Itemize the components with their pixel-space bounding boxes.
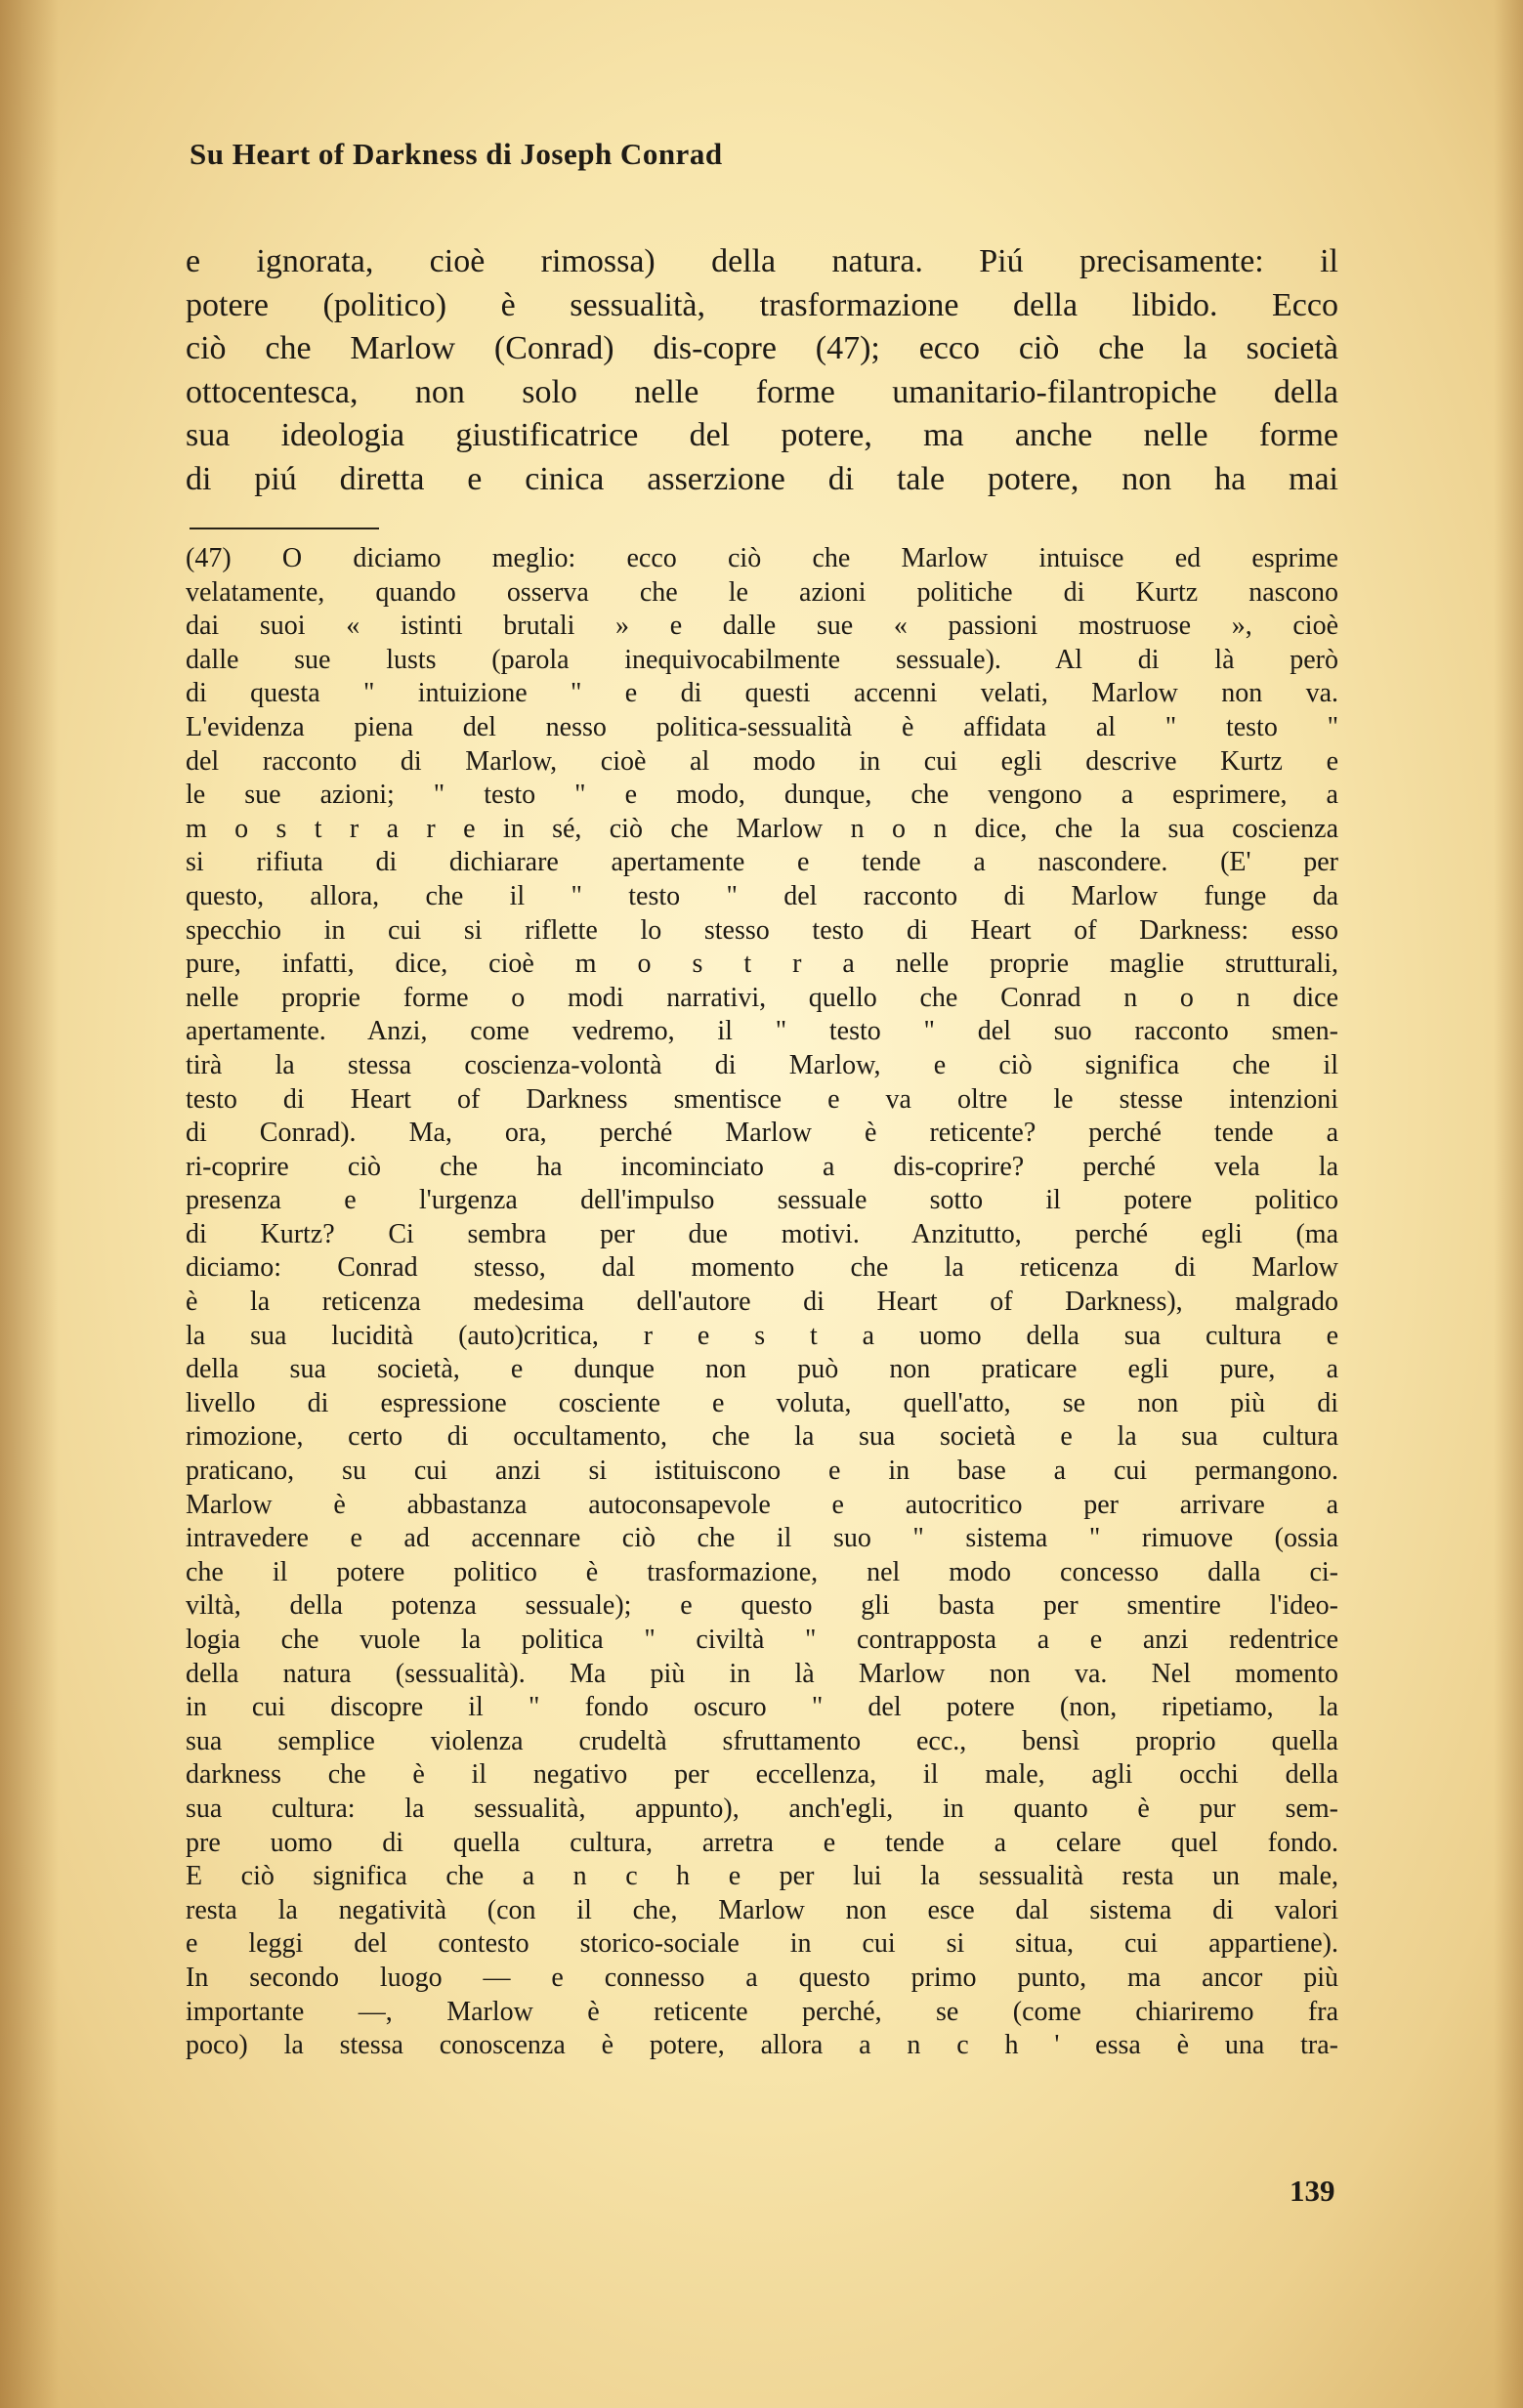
- footnote-line: L'evidenza piena del nesso politica-sessualità è affidata al " testo ": [186, 711, 1338, 742]
- footnote-line: di questa " intuizione " e di questi accenni velati, Marlow non va.: [186, 678, 1338, 709]
- footnote-line: che il potere politico è trasformazione, nel modo concesso dalla ci-: [186, 1556, 1338, 1587]
- footnote-line: ri-coprire ciò che ha incominciato a dis-coprire? perché vela la: [186, 1151, 1338, 1182]
- footnote-line: logia che vuole la politica " civiltà " contrapposta a e anzi redentrice: [186, 1625, 1338, 1655]
- body-line: di piú diretta e cinica asserzione di tale potere, non ha mai: [186, 460, 1338, 497]
- body-text: [186, 240, 1338, 502]
- body-line: ciò che Marlow (Conrad) dis-copre (47); ecco ciò che la società: [186, 330, 1338, 367]
- footnote-line: le sue azioni; " testo " e modo, dunque, che vengono a esprimere, a: [186, 780, 1338, 811]
- footnote-line: in cui discopre il " fondo oscuro " del potere (non, ripetiamo, la: [186, 1692, 1338, 1723]
- footnote-line: diciamo: Conrad stesso, dal momento che la reticenza di Marlow: [186, 1252, 1338, 1284]
- footnote-line: E ciò significa che a n c h e per lui la sessualità resta un male,: [186, 1861, 1338, 1892]
- page-edge-shadow-right: [1494, 0, 1523, 2408]
- footnote-line: presenza e l'urgenza dell'impulso sessuale sotto il potere politico: [186, 1185, 1338, 1216]
- footnote-line: apertamente. Anzi, come vedremo, il " testo " del suo racconto smen-: [186, 1016, 1338, 1047]
- footnote-line: velatamente, quando osserva che le azioni politiche di Kurtz nascono: [186, 576, 1338, 608]
- running-head: Su Heart of Darkness di Joseph Conrad: [190, 137, 723, 171]
- footnote-line: pure, infatti, dice, cioè m o s t r a nelle proprie maglie strutturali,: [186, 949, 1338, 980]
- footnote-line: (47) O diciamo meglio: ecco ciò che Marlow intuisce ed esprime: [186, 543, 1338, 573]
- footnote-line: sua cultura: la sessualità, appunto), anch'egli, in quanto è pur sem-: [186, 1793, 1338, 1824]
- footnote-line: si rifiuta di dichiarare apertamente e tende a nascondere. (E' per: [186, 847, 1338, 878]
- footnote-line: In secondo luogo — e connesso a questo primo punto, ma ancor più: [186, 1962, 1338, 1993]
- body-line: potere (politico) è sessualità, trasformazione della libido. Ecco: [186, 286, 1338, 323]
- footnote-line: resta la negatività (con il che, Marlow non esce dal sistema di valori: [186, 1894, 1338, 1925]
- page-number: 139: [1290, 2174, 1335, 2208]
- footnote-line: dalle sue lusts (parola inequivocabilmente sessuale). Al di là però: [186, 644, 1338, 675]
- footnote-line: di Kurtz? Ci sembra per due motivi. Anzitutto, perché egli (ma: [186, 1218, 1338, 1249]
- page-edge-shadow-left: [0, 0, 59, 2408]
- body-line: e ignorata, cioè rimossa) della natura. Piú precisamente: il: [186, 243, 1338, 279]
- footnote-line: è la reticenza medesima dell'autore di Heart of Darkness), malgrado: [186, 1287, 1338, 1318]
- footnote-line: viltà, della potenza sessuale); e questo gli basta per smentire l'ideo-: [186, 1590, 1338, 1622]
- footnote-line: questo, allora, che il " testo " del racconto di Marlow funge da: [186, 880, 1338, 911]
- footnote-line: dai suoi « istinti brutali » e dalle sue « passioni mostruose », cioè: [186, 611, 1338, 642]
- footnote-line: poco) la stessa conoscenza è potere, allora a n c h ' essa è una tra-: [186, 2030, 1338, 2061]
- footnote-line: Marlow è abbastanza autoconsapevole e autocritico per arrivare a: [186, 1489, 1338, 1520]
- footnote-line: importante —, Marlow è reticente perché, se (come chiariremo fra: [186, 1996, 1338, 2027]
- footnote-line: tirà la stessa coscienza-volontà di Marlow, e ciò significa che il: [186, 1049, 1338, 1080]
- footnote-separator: [190, 528, 379, 529]
- footnote-line: nelle proprie forme o modi narrativi, quello che Conrad n o n dice: [186, 982, 1338, 1013]
- footnote-line: pre uomo di quella cultura, arretra e tende a celare quel fondo.: [186, 1827, 1338, 1858]
- footnote-47: [186, 542, 1338, 2063]
- footnote-line: della sua società, e dunque non può non praticare egli pure, a: [186, 1354, 1338, 1385]
- footnote-line: del racconto di Marlow, cioè al modo in cui egli descrive Kurtz e: [186, 745, 1338, 777]
- footnote-line: la sua lucidità (auto)critica, r e s t a uomo della sua cultura e: [186, 1320, 1338, 1351]
- footnote-line: livello di espressione cosciente e voluta, quell'atto, se non più di: [186, 1387, 1338, 1418]
- footnote-line: di Conrad). Ma, ora, perché Marlow è reticente? perché tende a: [186, 1118, 1338, 1149]
- footnote-line: rimozione, certo di occultamento, che la sua società e la sua cultura: [186, 1421, 1338, 1453]
- footnote-line: testo di Heart of Darkness smentisce e va oltre le stesse intenzioni: [186, 1083, 1338, 1115]
- footnote-line: praticano, su cui anzi si istituiscono e in base a cui permangono.: [186, 1456, 1338, 1487]
- body-line: ottocentesca, non solo nelle forme umanitario-filantropiche della: [186, 373, 1338, 410]
- footnote-line: intravedere e ad accennare ciò che il suo " sistema " rimuove (ossia: [186, 1523, 1338, 1554]
- footnote-line: darkness che è il negativo per eccellenza, il male, agli occhi della: [186, 1759, 1338, 1791]
- body-line: sua ideologia giustificatrice del potere, ma anche nelle forme: [186, 417, 1338, 454]
- footnote-line: e leggi del contesto storico-sociale in cui si situa, cui appartiene).: [186, 1928, 1338, 1960]
- footnote-line: della natura (sessualità). Ma più in là Marlow non va. Nel momento: [186, 1658, 1338, 1689]
- footnote-line: specchio in cui si riflette lo stesso testo di Heart of Darkness: esso: [186, 914, 1338, 946]
- footnote-line: m o s t r a r e in sé, ciò che Marlow n o n dice, che la sua coscienza: [186, 813, 1338, 844]
- footnote-line: sua semplice violenza crudeltà sfruttamento ecc., bensì proprio quella: [186, 1725, 1338, 1756]
